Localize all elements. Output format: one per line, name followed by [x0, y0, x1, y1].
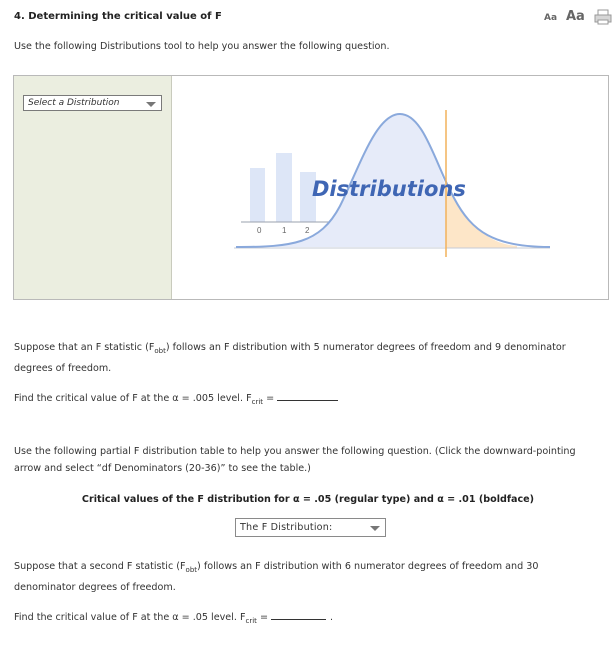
q1-find-prefix: Find the critical value of F at the α = .005 level. F	[14, 393, 252, 404]
q1-text-b: ) follows an F distribution with 5 numerator degrees of freedom and 9 denominator	[165, 342, 566, 353]
intro-text: Use the following Distributions tool to help you answer the following question.	[14, 41, 390, 52]
q2-text-c: denominator degrees of freedom.	[14, 581, 176, 593]
printer-icon[interactable]	[594, 9, 612, 25]
q1-sub-crit: crit	[251, 397, 264, 406]
q1-paragraph	[14, 339, 604, 377]
q2-find-prefix: Find the critical value of F at the α = .05 level. F	[14, 612, 246, 623]
q1-find-suffix: =	[263, 393, 278, 404]
q2-text-a: Suppose that a second F statistic (F	[14, 561, 186, 572]
q2-answer-input[interactable]	[271, 609, 326, 620]
f-distribution-select[interactable]	[235, 518, 386, 537]
table-intro-line2: arrow and select “df Denominators (20-36)” to see the table.)	[14, 463, 311, 474]
chevron-down-icon	[146, 102, 156, 107]
table-title: Critical values of the F distribution for α = .05 (regular type) and α = .01 (boldface)	[81, 494, 535, 505]
chevron-down-icon	[370, 526, 380, 531]
q1-sub-obt: obt	[154, 346, 166, 355]
q1-text-a: Suppose that an F statistic (F	[14, 342, 155, 353]
q1-text-c: degrees of freedom.	[14, 362, 112, 374]
illustration-bar	[250, 168, 265, 222]
q2-trailing-period: .	[330, 612, 334, 623]
table-intro-line1: Use the following partial F distribution table to help you answer the following question. (Click the downward-pointing	[14, 446, 576, 457]
axis-tick-label: 2	[305, 226, 310, 235]
q2-text-b: ) follows an F distribution with 6 numerator degrees of freedom and 30	[197, 561, 539, 572]
q1-answer-input[interactable]	[277, 390, 338, 401]
q2-find-suffix: =	[256, 612, 272, 623]
distribution-illustration	[172, 76, 608, 299]
distribution-select-label: Select a Distribution	[28, 98, 120, 108]
font-size-decrease-button[interactable]: Aa	[544, 13, 558, 23]
q2-sub-crit: crit	[245, 616, 257, 625]
q2-sub-obt: obt	[185, 565, 198, 574]
f-distribution-select-label: The F Distribution:	[240, 522, 333, 533]
q2-find-line	[14, 609, 333, 630]
question-title: 4. Determining the critical value of F	[14, 11, 222, 22]
distributions-tool	[13, 75, 609, 300]
font-size-increase-button[interactable]: Aa	[566, 9, 585, 24]
q1-find-line	[14, 390, 338, 411]
distributions-watermark: Distributions	[312, 177, 466, 201]
illustration-bar	[276, 153, 292, 222]
distribution-select[interactable]	[23, 95, 162, 111]
table-intro	[14, 443, 612, 477]
tool-side-panel	[14, 76, 172, 299]
q2-paragraph	[14, 558, 604, 596]
axis-tick-label: 0	[257, 226, 262, 235]
axis-tick-label: 1	[282, 226, 287, 235]
